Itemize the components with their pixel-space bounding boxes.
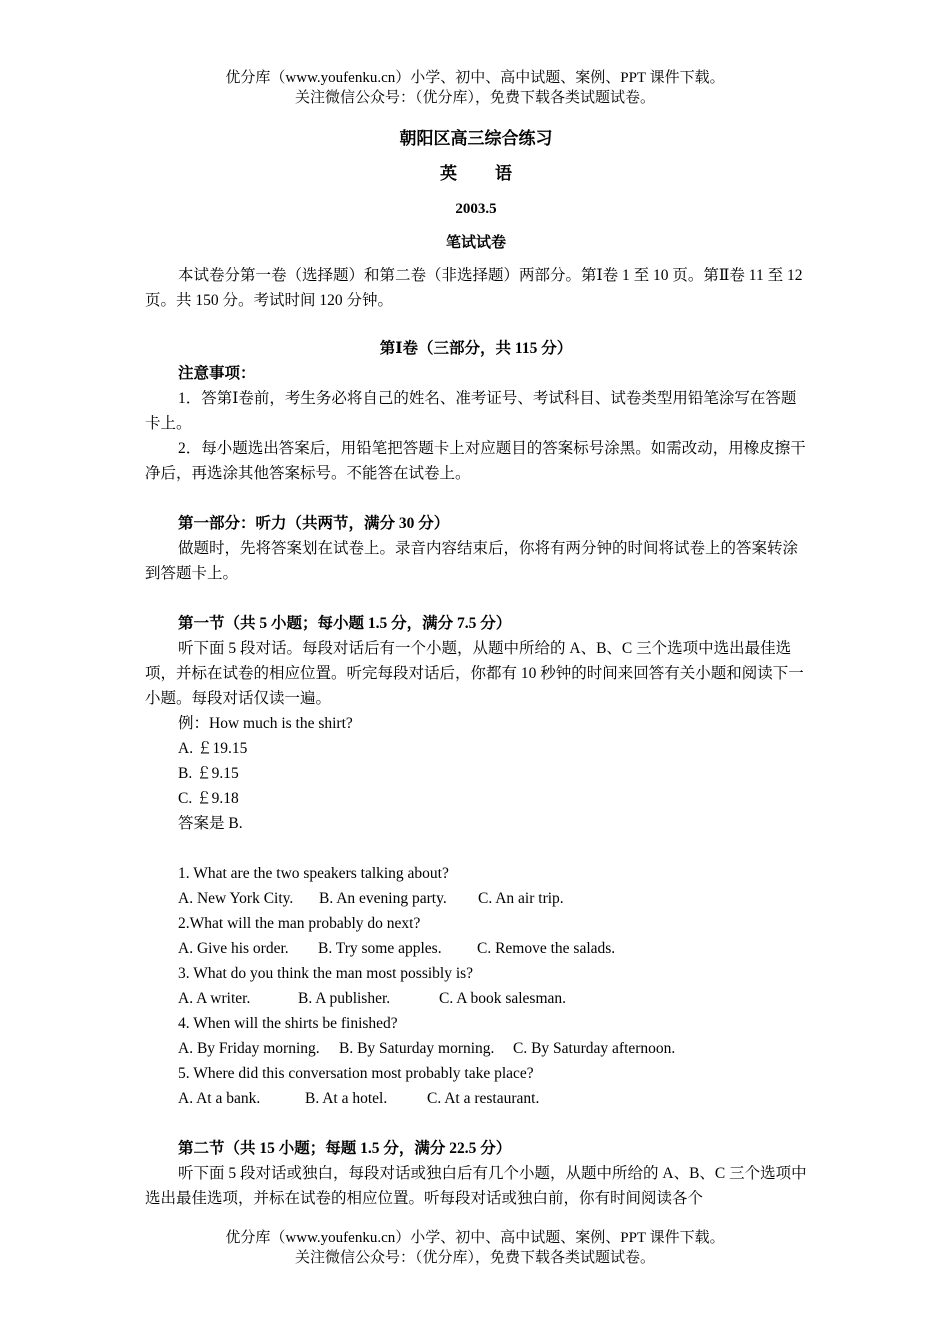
part1-heading: 第一部分：听力（共两节，满分 30 分） [178,515,450,532]
q4-option-b: B. By Saturday morning. [339,1040,495,1057]
q1-option-a: A. New York City. [178,890,294,907]
exam-title: 朝阳区高三综合练习 [399,129,553,148]
q5-option-b: B. At a hotel. [305,1090,388,1107]
example-option-c: C. ￡9.18 [178,790,239,807]
exam-body [145,122,807,1211]
example-option-a: A. ￡19.15 [178,740,248,757]
notice-title: 注意事项： [178,365,256,382]
q3-option-b: B. A publisher. [298,990,391,1007]
page-header [0,68,950,108]
page-footer [0,1228,950,1268]
q3-option-a: A. A writer. [178,990,251,1007]
part1-description: 做题时，先将答案划在试卷上。录音内容结束后，你将有两分钟的时间将试卷上的答案转涂到答题卡上。 [145,540,799,582]
section1-heading: 第一节（共 5 小题；每小题 1.5 分，满分 7.5 分） [178,615,512,632]
question-2: 2.What will the man probably do next? [178,915,421,932]
question-2-options [145,936,807,961]
q4-option-a: A. By Friday morning. [178,1040,320,1057]
question-4: 4. When will the shirts be finished? [178,1015,398,1032]
question-3: 3. What do you think the man most possibly is? [178,965,474,982]
q2-option-a: A. Give his order. [178,940,289,957]
q1-option-b: B. An evening party. [319,890,447,907]
section2-description: 听下面 5 段对话或独白，每段对话或独白后有几个小题，从题中所给的 A、B、C 三个选项中选出最佳选项，并标在试卷的相应位置。听每段对话或独白前，你有时间阅读各个 [145,1165,807,1207]
q2-option-b: B. Try some apples. [318,940,442,957]
question-1: 1. What are the two speakers talking about? [178,865,449,882]
question-4-options [145,1036,807,1061]
q4-option-c: C. By Saturday afternoon. [513,1040,676,1057]
volume1-heading: 第Ⅰ卷（三部分，共 115 分） [379,340,573,357]
subject-title [145,161,807,187]
q1-option-c: C. An air trip. [478,890,564,907]
q5-option-a: A. At a bank. [178,1090,261,1107]
question-5: 5. Where did this conversation most probably take place? [178,1065,534,1082]
question-5-options [145,1086,807,1111]
notice-item-2: 2．每小题选出答案后，用铅笔把答题卡上对应题目的答案标号涂黑。如需改动，用橡皮擦干净后，再选涂其他答案标号。不能答在试卷上。 [145,440,806,482]
q2-option-c: C. Remove the salads. [477,940,616,957]
intro-paragraph: 本试卷分第一卷（选择题）和第二卷（非选择题）两部分。第Ⅰ卷 1 至 10 页。第Ⅱ卷 11 至 12 页。共 150 分。考试时间 120 分钟。 [145,267,803,309]
paper-title: 笔试试卷 [445,235,506,251]
q5-option-c: C. At a restaurant. [427,1090,540,1107]
exam-date: 2003.5 [455,201,497,217]
subject-char-2: 语 [495,164,512,183]
question-3-options [145,986,807,1011]
example-answer: 答案是 B. [178,815,243,832]
q3-option-c: C. A book salesman. [439,990,567,1007]
footer-line-1: 优分库（www.youfenku.cn）小学、初中、高中试题、案例、PPT 课件下载。 [225,1230,725,1246]
header-line-2: 关注微信公众号：（优分库），免费下载各类试题试卷。 [294,90,655,106]
section2-heading: 第二节（共 15 小题；每题 1.5 分，满分 22.5 分） [178,1140,512,1157]
notice-item-1: 1．答第Ⅰ卷前，考生务必将自己的姓名、准考证号、考试科目、试卷类型用铅笔涂写在答题卡上。 [145,390,797,432]
subject-char-1: 英 [440,164,457,183]
example-question: 例：How much is the shirt? [178,715,353,732]
header-line-1: 优分库（www.youfenku.cn）小学、初中、高中试题、案例、PPT 课件下载。 [225,70,725,86]
example-option-b: B. ￡9.15 [178,765,239,782]
section1-description: 听下面 5 段对话。每段对话后有一个小题，从题中所给的 A、B、C 三个选项中选出最佳选项，并标在试卷的相应位置。听完每段对话后，你都有 10 秒钟的时间来回答有关小题和阅读下一小题。每段对话仅读一遍。 [145,640,804,707]
footer-line-2: 关注微信公众号：（优分库），免费下载各类试题试卷。 [294,1250,655,1266]
question-1-options [145,886,807,911]
